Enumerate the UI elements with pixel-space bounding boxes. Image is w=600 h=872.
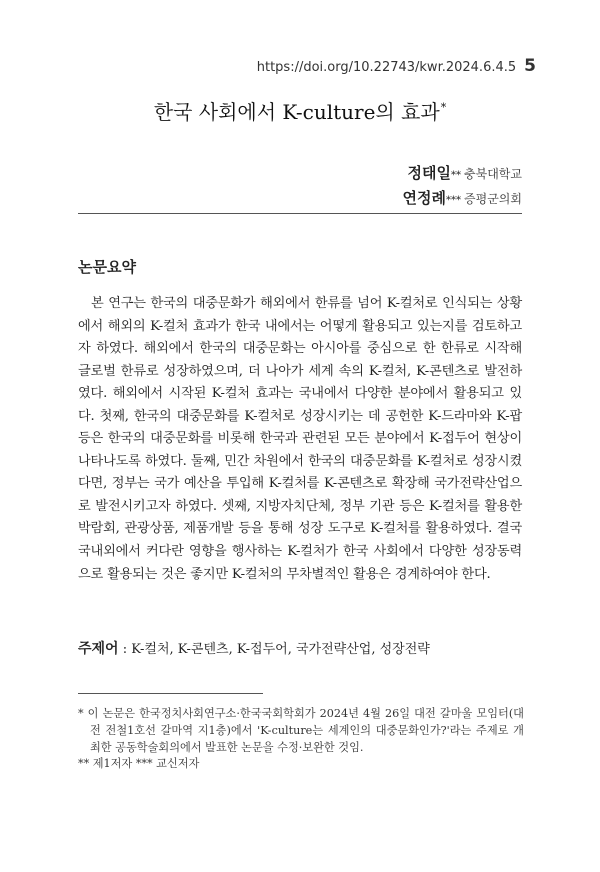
doi-link[interactable]: https://doi.org/10.22743/kwr.2024.6.4.5 [256, 60, 517, 75]
author-list [403, 162, 522, 212]
keywords-label: 주제어 [78, 641, 119, 657]
author-name: 연정례 [402, 189, 447, 207]
header-divider [78, 213, 522, 214]
abstract-heading: 논문요약 [78, 258, 136, 276]
author-mark: ** [451, 170, 462, 181]
footnotes [78, 706, 524, 773]
keywords-separator: : [118, 642, 132, 657]
paper-title-text: 한국 사회에서 K-culture의 효과 [153, 100, 440, 124]
page-number: 5 [524, 56, 536, 76]
author-affiliation: 충북대학교 [464, 167, 522, 181]
footnote-author-roles: ** 제1저자 *** 교신저자 [78, 757, 200, 771]
footnote-acknowledgement: * 이 논문은 한국정치사회연구소·한국국회학회가 2024년 4월 26일 대전 갈마울 모임터(대전 전철1호선 갈마역 지1층)에서 'K-culture는 세계인의 대중문화인가?'라는 주제로 개최한 공동학술회의에서 발표한 논문을 수정·보완한 것임. [78, 707, 524, 754]
keywords-text: K-컬처, K-콘텐츠, K-접두어, 국가전략산업, 성장전략 [131, 642, 430, 657]
title-footnote-mark: * [440, 101, 447, 115]
footnote-divider [78, 693, 263, 694]
author-affiliation: 증평군의회 [464, 192, 522, 206]
keywords [78, 638, 528, 658]
abstract-body: 본 연구는 한국의 대중문화가 해외에서 한류를 넘어 K-컬처로 인식되는 상황에서 해외의 K-컬처 효과가 한국 내에서는 어떻게 활용되고 있는지를 검토하고자 하였다. 해외에서 한국의 대중문화는 아시아를 중심으로 한 한류로 시작해 글로벌 한류로 성장하였으며, 더 나아가 세계 속의 K-컬처, K-콘텐츠로 발전하였다. 해외에서 시작된 K-컬처 효과는 국내에서 다양한 분야에서 활용되고 있다. 첫째, 한국의 대중문화를 K-컬처로 성장시키는 데 공헌한 K-드라마와 K-팝 등은 한국의 대중문화를 비롯해 한국과 관련된 모든 분야에서 K-접두어 현상이 나타나도록 하였다. 둘째, 민간 차원에서 한국의 대중문화를 K-컬처로 성장시켰다면, 정부는 국가 예산을 투입해 K-컬처를 K-콘텐츠로 확장해 국가전략산업으로 발전시키고자 하였다. 셋째, 지방자치단체, 정부 기관 등은 K-컬처를 활용한 박람회, 관광상품, 제품개발 등을 통해 성장 도구로 K-컬처를 활용하였다. 결국 국내외에서 커다란 영향을 행사하는 K-컬처가 한국 사회에서 다양한 성장동력으로 활용되는 것은 좋지만 K-컬처의 무차별적인 활용은 경계하여야 한다. [78, 296, 522, 582]
page-header [257, 56, 536, 76]
author-mark: *** [446, 195, 462, 206]
paper-title [0, 96, 600, 125]
author-entry [403, 187, 522, 212]
author-name: 정태일 [407, 164, 452, 182]
author-entry [403, 162, 522, 187]
